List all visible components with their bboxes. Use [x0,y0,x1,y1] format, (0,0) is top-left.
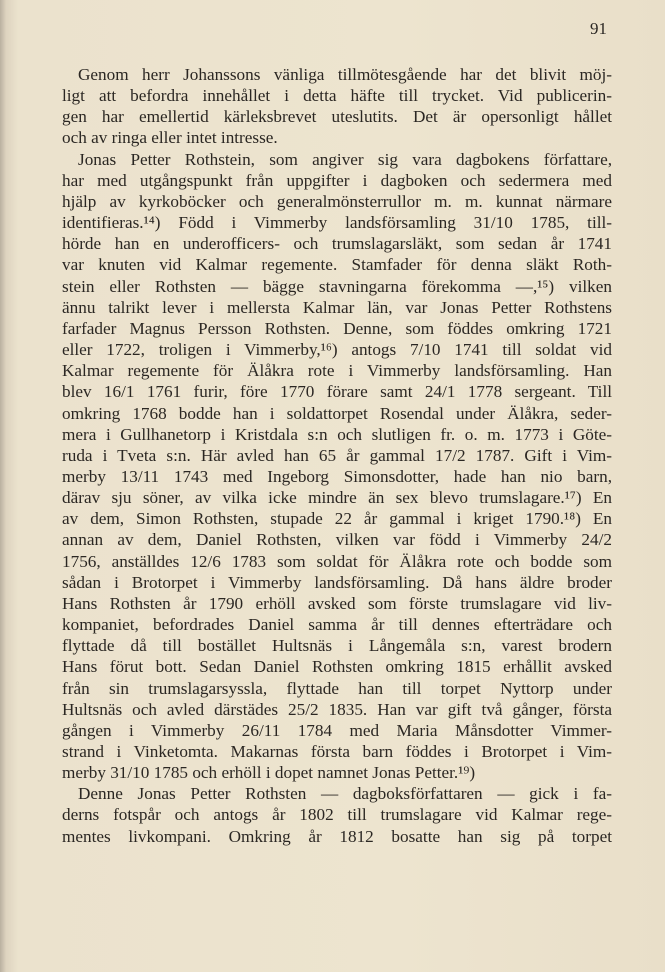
text-line: Jonas Petter Rothstein, som angiver sig vara dagbokens författare, [78,149,612,169]
text-line: identifieras.¹⁴) Född i Vimmerby landsförsamling 31/10 1785, till- [62,213,612,233]
text-line: kompaniet, befordrades Daniel samma år till dennes efterträdare och [62,615,612,635]
text-line: mera i Gullhanetorp i Kristdala s:n och slutligen fr. o. m. 1773 i Göte- [62,424,612,444]
text-line: Genom herr Johanssons vänliga tillmötesgående har det blivit möj- [78,65,612,84]
text-line: stein eller Rothsten — bägge stavningarna förekomma —,¹⁵) vilken [62,276,612,296]
text-line: hörde han en underofficers- och trumslagarsläkt, som sedan år 1741 [62,234,612,254]
text-line: från sin trumslagarsyssla, flyttade han till torpet Nyttorp under [62,678,612,698]
text-line: av dem, Simon Rothsten, stupade 22 år gammal i kriget 1790.¹⁸) En [62,509,612,529]
text-line: Kalmar regemente för Älåkra rote i Vimmerby landsförsamling. Han [62,361,612,381]
text-line: var knuten vid Kalmar regemente. Stamfader för denna släkt Roth- [62,255,612,275]
text-line: omkring 1768 bodde han i soldattorpet Rosendal under Älåkra, seder- [62,403,612,423]
text-line: ligt att befordra innehållet i detta häfte till trycket. Vid publicerin- [62,86,612,106]
text-line: merby 13/11 1743 med Ingeborg Simonsdotter, hade han nio barn, [62,466,612,486]
text-line: Hultsnäs och avled därstädes 25/2 1835. Han var gift två gånger, första [62,699,612,719]
text-line: Hans förut bott. Sedan Daniel Rothsten omkring 1815 erhållit avsked [62,657,612,677]
page-number: 91 [590,19,607,38]
text-line: eller 1722, troligen i Vimmerby,¹⁶) antogs 7/10 1741 till soldat vid [62,340,612,360]
text-line: farfader Magnus Persson Rothsten. Denne, som föddes omkring 1721 [62,318,612,338]
text-line: merby 31/10 1785 och erhöll i dopet namnet Jonas Petter.¹⁹) [62,763,476,783]
text-line: ännu talrikt lever i mellersta Kalmar län, var Jonas Petter Rothstens [62,297,612,317]
text-line: Hans Rothsten år 1790 erhöll avsked som förste trumslagare vid liv- [62,593,612,613]
text-line: Denne Jonas Petter Rothsten — dagboksförfattaren — gick i fa- [78,784,612,804]
text-line: och av ringa eller intet intresse. [62,128,278,148]
text-line: blev 16/1 1761 furir, före 1770 förare samt 24/1 1778 sergeant. Till [62,382,612,402]
text-line: därav sju söner, av vilka icke mindre än sex blevo trumslagare.¹⁷) En [62,488,612,508]
text-line: strand i Vinketomta. Makarnas första barn föddes i Brotorpet i Vim- [62,742,612,761]
text-line: 1756, anställdes 12/6 1783 som soldat för Älåkra rote och bodde som [62,551,612,571]
text-line: annan av dem, Daniel Rothsten, vilken var född i Vimmerby 24/2 [62,530,612,550]
text-line: hjälp av kyrkoböcker och generalmönsterrullor m. m. kunnat närmare [62,191,612,211]
text-line: derns fotspår och antogs år 1802 till trumslagare vid Kalmar rege- [62,805,612,825]
text-line: mentes livkompani. Omkring år 1812 bosatte han sig på torpet [62,826,612,846]
body-text [62,64,612,847]
text-line: sådan i Brotorpet i Vimmerby landsförsamling. Då hans äldre broder [62,572,612,592]
text-line: har med utgångspunkt från uppgifter i dagboken och sedermera med [62,170,612,190]
text-line: ruda i Tveta s:n. Här avled han 65 år gammal 17/2 1787. Gift i Vim- [62,445,612,465]
text-line: flyttade då till bostället Hultsnäs i Långemåla s:n, varest brodern [62,636,612,656]
text-line: gen har emellertid kärleksbrevet uteslutits. Det är opersonligt hållet [62,107,612,127]
text-line: gången i Vimmerby 26/11 1784 med Maria Månsdotter Vimmer- [62,720,612,740]
